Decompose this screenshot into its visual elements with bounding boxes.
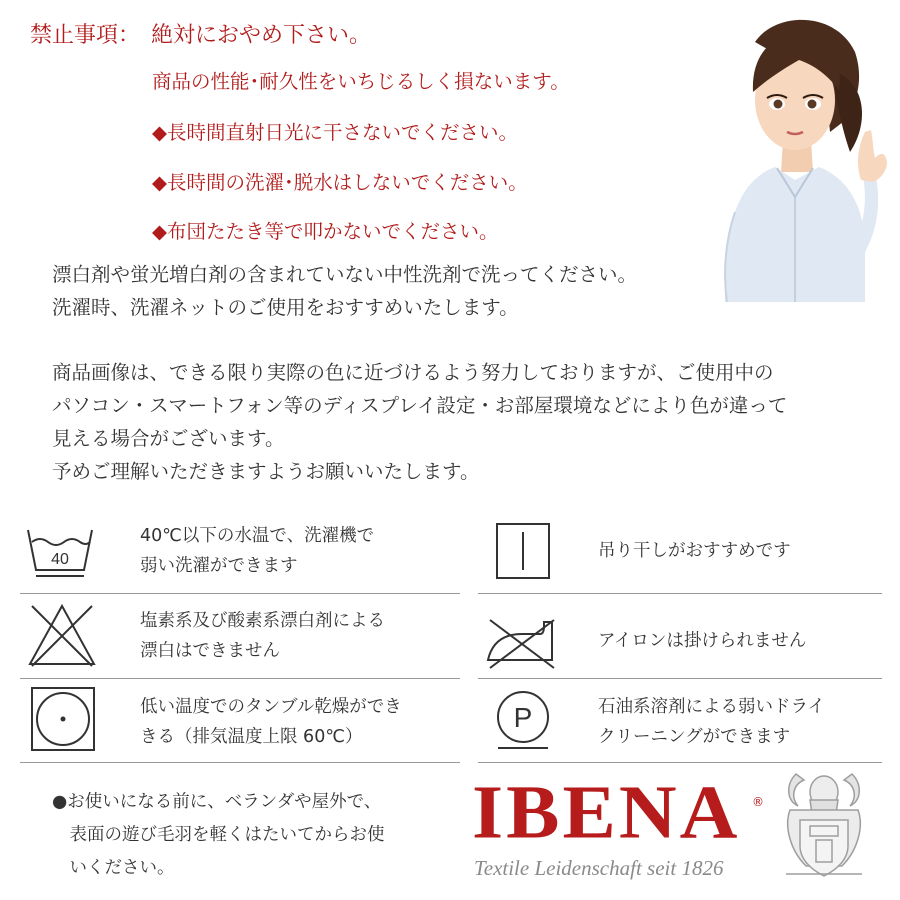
- care-text-line: 漂白はできません: [140, 641, 280, 661]
- note-line: いください。: [52, 858, 175, 878]
- divider: [20, 762, 460, 763]
- care-text-line: 40℃以下の水温で、洗濯機で: [140, 526, 375, 546]
- care-text-line: 吊り干しがおすすめです: [598, 541, 791, 561]
- wash-instruction-line: 漂白剤や蛍光増白剤の含まれていない中性洗剤で洗ってください。: [52, 263, 638, 286]
- brand-tagline: Textile Leidenschaft seit 1826: [474, 856, 724, 880]
- no-iron-care-text: [598, 626, 806, 656]
- warning-subtitle: 商品の性能･耐久性をいちじるしく損ないます。: [152, 70, 570, 93]
- care-text-line: 塩素系及び酸素系漂白剤による: [140, 611, 385, 631]
- warning-item: ◆布団たたき等で叩かないでください。: [152, 220, 499, 243]
- care-text-line: アイロンは掛けられません: [598, 631, 807, 651]
- dry-clean-letter: P: [513, 702, 533, 733]
- brand-logo-wordmark: IBENA: [472, 771, 741, 855]
- hang-dry-icon: [495, 522, 551, 580]
- note-line: 表面の遊び毛羽を軽くはたいてからお使: [52, 825, 385, 845]
- wash-instruction-line: 洗濯時、洗濯ネットのご使用をおすすめいたします。: [52, 296, 519, 319]
- usage-note: [52, 786, 385, 885]
- crest-icon: [776, 766, 872, 886]
- dry-clean-care-text: [598, 692, 825, 752]
- wash-tub-40-icon: [24, 524, 96, 580]
- hang-dry-care-text: [598, 536, 791, 566]
- woman-illustration: [715, 12, 890, 302]
- no-bleach-care-text: [140, 606, 385, 666]
- warning-item: ◆長時間の洗濯･脱水はしないでください。: [152, 171, 528, 194]
- divider: [478, 678, 882, 679]
- wash-temperature-label: 40: [51, 551, 69, 568]
- dry-clean-p-icon: [492, 688, 554, 752]
- color-notice-line: 見える場合がございます。: [52, 427, 285, 450]
- warning-title: 禁止事項： 絶対におやめ下さい。: [30, 23, 372, 48]
- tumble-dry-low-icon: [30, 686, 96, 752]
- wash-care-text: [140, 521, 374, 581]
- color-notice-line: パソコン・スマートフォン等のディスプレイ設定・お部屋環境などにより色が違って: [52, 394, 788, 417]
- divider: [478, 762, 882, 763]
- tumble-dry-care-text: [140, 692, 402, 752]
- note-line: ●お使いになる前に、ベランダや屋外で、: [52, 792, 382, 812]
- care-text-line: きる（排気温度上限 60℃）: [140, 727, 363, 747]
- care-text-line: 弱い洗濯ができます: [140, 556, 298, 576]
- care-text-line: 石油系溶剤による弱いドライ: [598, 697, 825, 717]
- color-notice-line: 商品画像は、できる限り実際の色に近づけるよう努力しておりますが、ご使用中の: [52, 361, 774, 384]
- no-bleach-icon: [26, 602, 98, 668]
- warning-item: ◆長時間直射日光に干さないでください。: [152, 121, 518, 144]
- care-text-line: クリーニングができます: [598, 727, 791, 747]
- divider: [478, 593, 882, 594]
- registered-mark: ®: [752, 795, 764, 809]
- color-notice-line: 予めご理解いただきますようお願いいたします。: [52, 460, 480, 483]
- divider: [20, 678, 460, 679]
- divider: [20, 593, 460, 594]
- no-iron-icon: [482, 612, 562, 670]
- care-text-line: 低い温度でのタンブル乾燥ができ: [140, 697, 402, 717]
